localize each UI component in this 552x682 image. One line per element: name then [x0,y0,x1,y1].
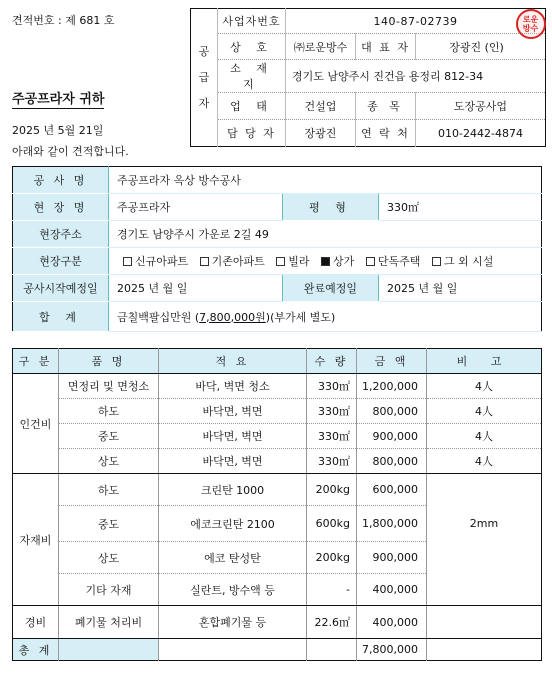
biz-no-label: 사업자번호 [218,9,286,34]
amount-cell: 800,000 [357,399,427,424]
ceo-label: 대 표 자 [356,34,416,60]
note-cell: 4人 [427,374,542,399]
col-header: 비 고 [427,349,542,374]
checkbox-icon [432,257,441,266]
end-date-value: 2025 년 월 일 [379,275,542,302]
qty-cell: 330㎡ [307,399,357,424]
site-type-option[interactable]: 신규아파트 [123,253,188,269]
qty-cell: 600kg [307,506,357,542]
qty-cell: 200kg [307,474,357,506]
business-item-value: 도장공사업 [416,93,546,120]
table-row [13,474,542,506]
business-item-label: 종 목 [356,93,416,120]
note-cell [427,574,542,606]
company-name-value: ㈜로운방수 [286,34,356,60]
desc-cell: 바닥면, 벽면 [159,449,307,474]
checkbox-checked-icon [321,257,330,266]
amount-cell: 600,000 [357,474,427,506]
biz-no-value: 140-87-02739 [286,9,546,34]
col-header: 구 분 [13,349,59,374]
project-info-table [12,166,542,332]
col-header: 적 요 [159,349,307,374]
manager-label: 담 당 자 [218,120,286,147]
table-row [13,606,542,639]
qty-cell: 330㎡ [307,424,357,449]
checkbox-icon [200,257,209,266]
contact-label: 연 락 처 [356,120,416,147]
note-cell: 4人 [427,449,542,474]
total-label: 합 계 [13,302,109,332]
supplier-vertical-label: 공 급 자 [198,44,210,110]
item-cell: 중도 [59,506,159,542]
table-row [13,449,542,474]
qty-cell: 330㎡ [307,374,357,399]
contact-value: 010-2442-4874 [416,120,546,147]
ceo-value: 장광진 (인) [449,40,504,54]
table-row [13,542,542,574]
note-cell: 2mm [469,517,499,530]
amount-cell: 1,200,000 [357,374,427,399]
item-cell: 면정리 및 면청소 [59,374,159,399]
item-cell: 하도 [59,474,159,506]
cost-table [12,348,542,661]
site-type-option[interactable]: 상가 [321,253,354,269]
amount-cell: 900,000 [357,542,427,574]
desc-cell: 바닥면, 벽면 [159,424,307,449]
grand-total-label: 총 계 [13,639,59,661]
business-type-label: 업 태 [218,93,286,120]
manager-value: 장광진 [286,120,356,147]
project-name-label: 공 사 명 [13,167,109,194]
item-cell: 중도 [59,424,159,449]
note-cell [427,474,542,506]
note-cell [427,606,542,639]
company-name-label: 상 호 [218,34,286,60]
desc-cell: 바닥면, 벽면 [159,399,307,424]
ceo-cell [416,14,546,60]
table-row [13,424,542,449]
table-row [13,374,542,399]
table-row [13,574,542,606]
note-cell: 4人 [427,399,542,424]
desc-cell: 바닥, 벽면 청소 [159,374,307,399]
checkbox-icon [123,257,132,266]
item-cell: 상도 [59,542,159,574]
amount-cell: 800,000 [357,449,427,474]
business-type-value: 건설업 [286,93,356,120]
area-label: 평 형 [283,194,379,221]
item-cell: 폐기물 처리비 [59,606,159,639]
total-value: 금칠백팔십만원 (7,800,000원)(부가세 별도) [109,302,542,332]
site-type-option[interactable]: 그 외 시설 [432,253,494,269]
area-value: 330㎡ [379,194,542,221]
col-header: 금 액 [357,349,427,374]
col-header: 품 명 [59,349,159,374]
site-address-value: 경기도 남양주시 가운로 2길 49 [109,221,542,248]
site-address-label: 현장주소 [13,221,109,248]
desc-cell: 실란트, 방수액 등 [159,574,307,606]
site-name-value: 주공프라자 [109,194,283,221]
desc-cell: 에코크린탄 2100 [159,506,307,542]
project-name-value: 주공프라자 옥상 방수공사 [109,167,542,194]
amount-cell: 900,000 [357,424,427,449]
table-row [13,506,542,542]
table-row [13,399,542,424]
start-date-value: 2025 년 월 일 [109,275,283,302]
site-type-options [109,248,542,275]
site-name-label: 현 장 명 [13,194,109,221]
qty-cell: 330㎡ [307,449,357,474]
col-header: 수 량 [307,349,357,374]
desc-cell: 혼합폐기물 등 [159,606,307,639]
note-cell: 4人 [427,424,542,449]
item-cell: 하도 [59,399,159,424]
estimate-number: 견적번호 : 제 681 호 [12,14,115,27]
recipient: 주공프라자 귀하 [12,88,104,109]
address-label: 소 재 지 [218,60,286,93]
estimate-date: 2025 년 5월 21일 [12,124,104,137]
checkbox-icon [276,257,285,266]
amount-cell: 1,800,000 [357,506,427,542]
supplier-table [190,8,546,147]
category-cell: 자재비 [13,474,59,606]
qty-cell: 200kg [307,542,357,574]
site-type-label: 현장구분 [13,248,109,275]
category-cell: 인건비 [13,374,59,474]
qty-cell: 22.6㎡ [307,606,357,639]
site-type-option[interactable]: 기존아파트 [200,253,265,269]
desc-cell: 크린탄 1000 [159,474,307,506]
site-type-option[interactable]: 단독주택 [366,253,421,269]
qty-cell: - [307,574,357,606]
category-cell: 경비 [13,606,59,639]
company-seal-icon: 로운 방수 [516,9,546,39]
intro-text: 아래와 같이 견적합니다. [12,145,129,158]
site-type-option[interactable]: 빌라 [276,253,309,269]
total-row [13,639,542,661]
end-date-label: 완료예정일 [283,275,379,302]
grand-total-amount: 7,800,000 [357,639,427,661]
item-cell: 상도 [59,449,159,474]
item-cell: 기타 자재 [59,574,159,606]
amount-cell: 400,000 [357,606,427,639]
start-date-label: 공사시작예정일 [13,275,109,302]
note-cell [427,542,542,574]
amount-cell: 400,000 [357,574,427,606]
checkbox-icon [366,257,375,266]
desc-cell: 에코 탄성탄 [159,542,307,574]
address-value: 경기도 남양주시 진건읍 용정리 812-34 [286,60,546,93]
